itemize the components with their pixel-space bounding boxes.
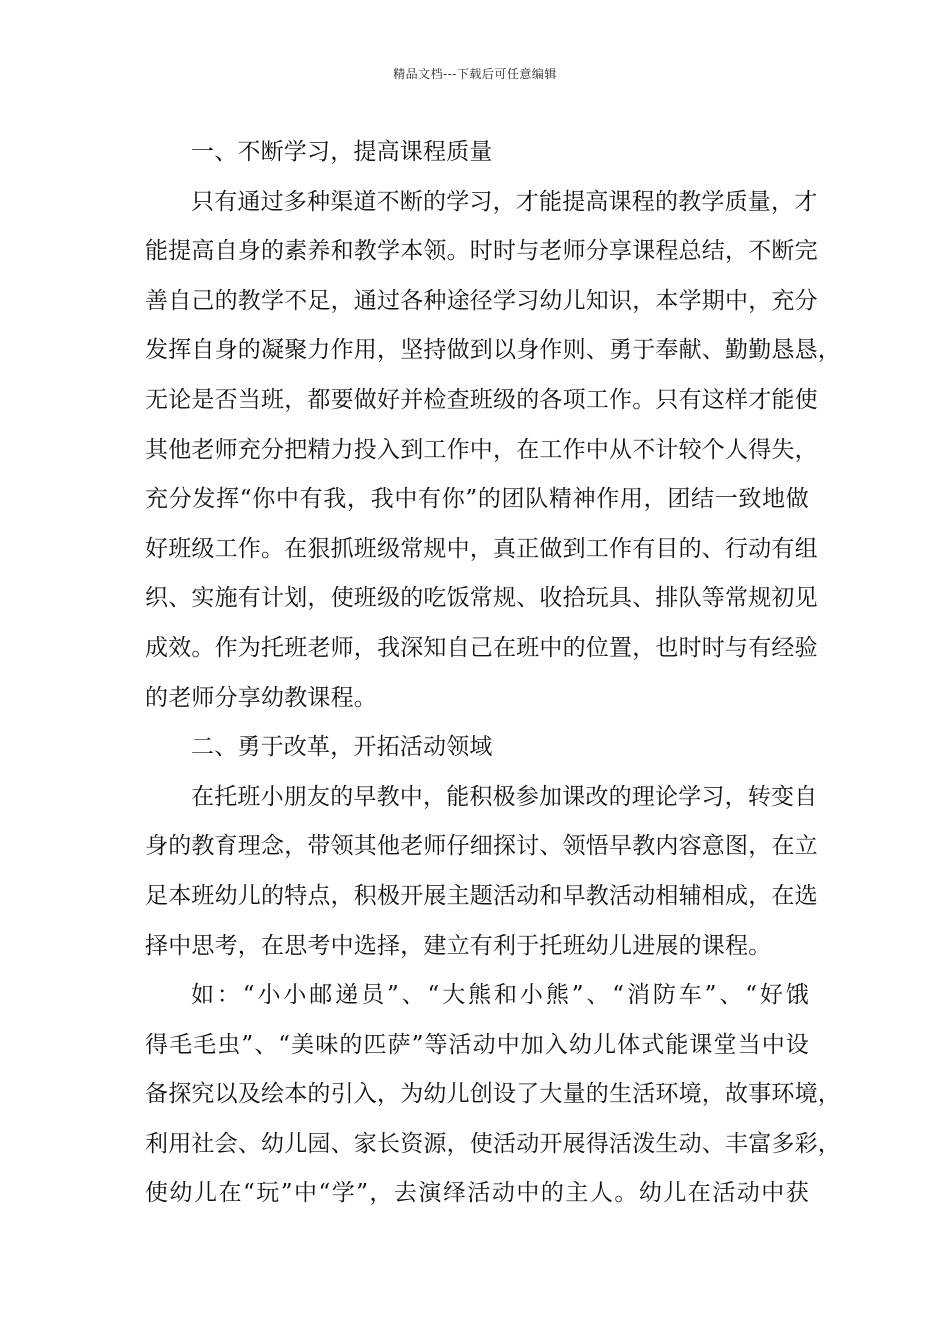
- text-line: 一、不断学习，提高课程质量: [191, 139, 493, 165]
- text-line: 在托班小朋友的早教中，能积极参加课改的理论学习，转变自: [191, 783, 818, 810]
- text-line: 好班级工作。在狠抓班级常规中，真正做到工作有目的、行动有组: [145, 535, 818, 562]
- text-line: 只有通过多种渠道不断的学习，才能提高课程的教学质量，才: [191, 188, 818, 215]
- text-line: 充分发挥“你中有我，我中有你”的团队精神作用，团结一致地做: [145, 486, 809, 513]
- text-line: 发挥自身的凝聚力作用，坚持做到以身作则、勇于奉献、勤勤恳恳，: [145, 337, 841, 364]
- text-line: 能提高自身的素养和教学本领。时时与老师分享课程总结，不断完: [145, 238, 818, 265]
- text-line: 如：“小小邮递员”、“大熊和小熊”、“消防车”、“好饿: [191, 982, 809, 1009]
- text-line: 足本班幼儿的特点，积极开展主题活动和早教活动相辅相成，在选: [145, 882, 818, 909]
- text-line: 的老师分享幼教课程。: [145, 684, 377, 711]
- text-line: 择中思考，在思考中选择，建立有利于托班幼儿进展的课程。: [145, 932, 772, 959]
- document-body: [145, 128, 841, 1219]
- text-line: 利用社会、幼儿园、家长资源，使活动开展得活泼生动、丰富多彩，: [145, 1130, 841, 1157]
- text-line: 其他老师充分把精力投入到工作中，在工作中从不计较个人得失，: [145, 436, 818, 463]
- text-line: 二、勇于改革，开拓活动领域: [191, 734, 493, 761]
- text-line: 织、实施有计划，使班级的吃饭常规、收拾玩具、排队等常规初见: [145, 585, 818, 612]
- text-line: 备探究以及绘本的引入，为幼儿创设了大量的生活环境，故事环境，: [145, 1081, 841, 1108]
- text-line: 身的教育理念，带领其他老师仔细探讨、领悟早教内容意图，在立: [145, 833, 818, 860]
- text-line: 使幼儿在“玩”中“学”，去演绎活动中的主人。幼儿在活动中获: [145, 1180, 809, 1207]
- text-line: 善自己的教学不足，通过各种途径学习幼儿知识，本学期中，充分: [145, 287, 818, 314]
- text-line: 无论是否当班，都要做好并检查班级的各项工作。只有这样才能使: [145, 386, 818, 413]
- page-header: 精品文档---下载后可任意编辑: [393, 67, 557, 81]
- text-line: 得毛毛虫”、“美味的匹萨”等活动中加入幼儿体式能课堂当中设: [145, 1031, 809, 1058]
- text-line: 成效。作为托班老师，我深知自己在班中的位置，也时时与有经验: [145, 634, 818, 661]
